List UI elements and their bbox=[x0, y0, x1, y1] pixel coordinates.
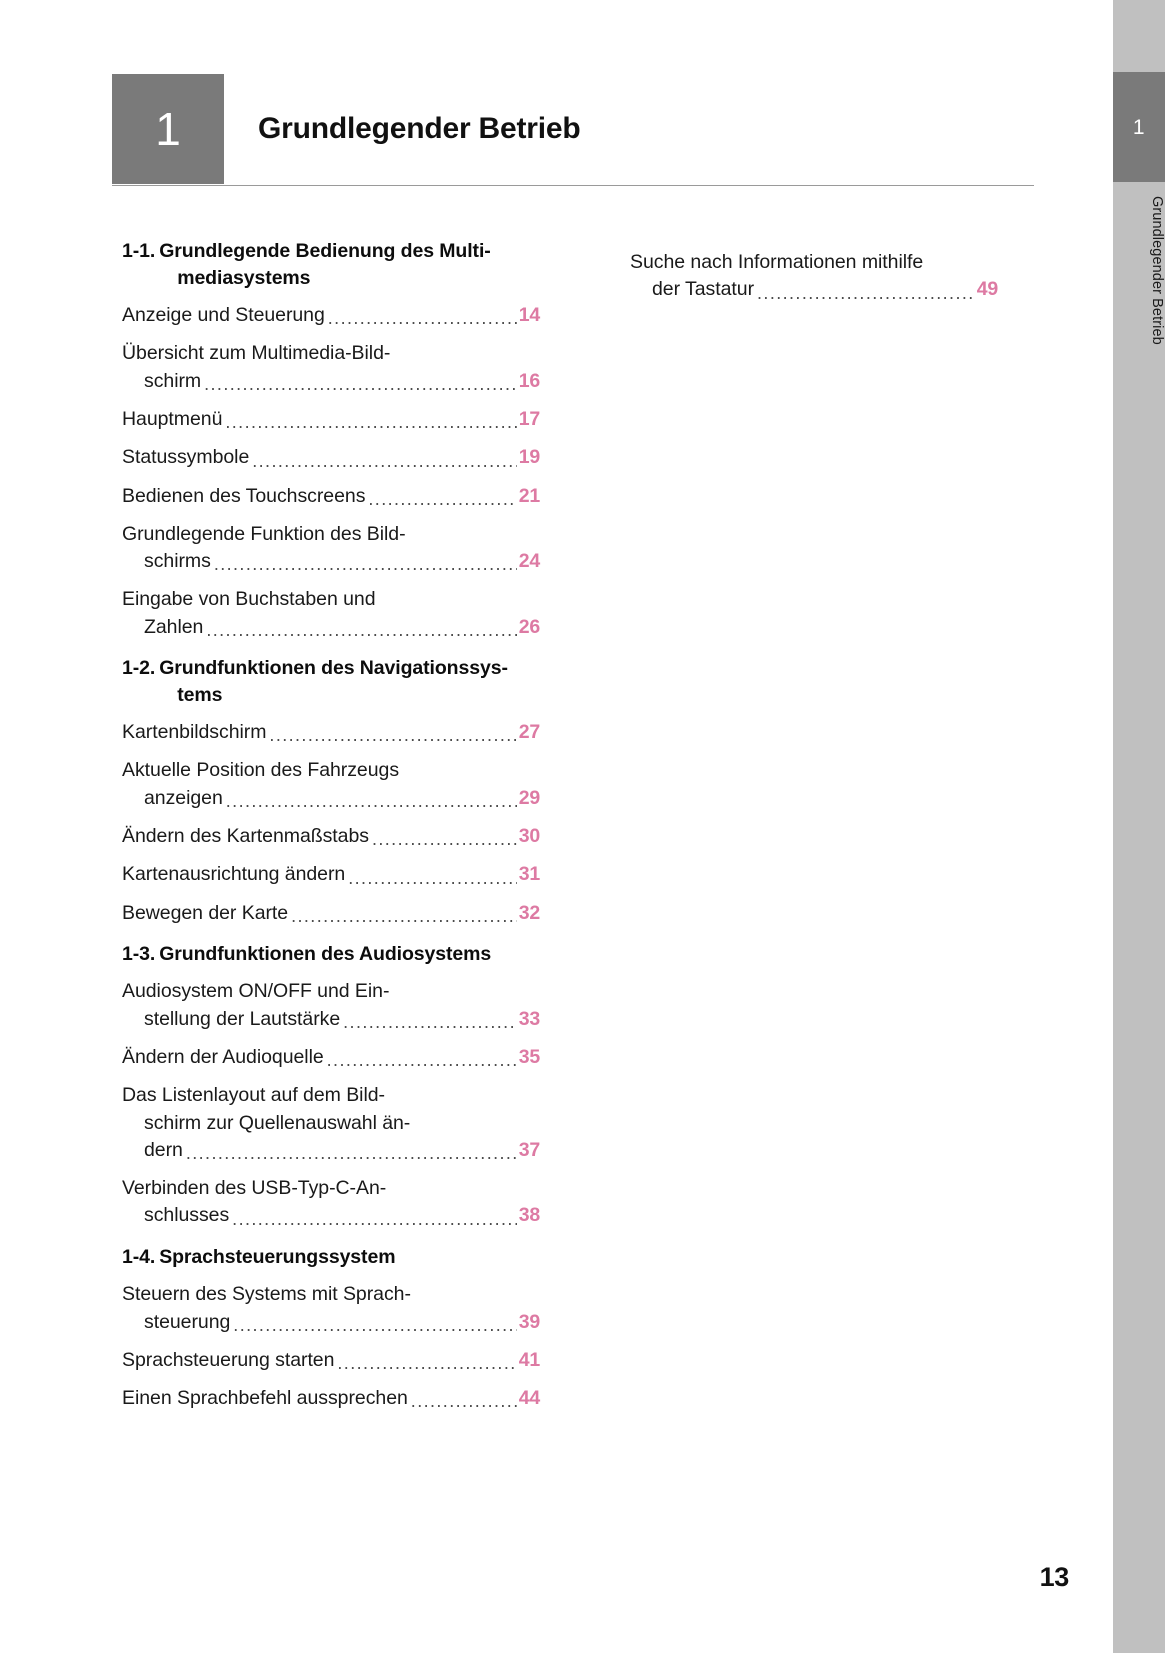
toc-entry[interactable] bbox=[122, 586, 540, 641]
toc-entry-text bbox=[122, 1281, 540, 1336]
toc-entry-page-number[interactable]: 39 bbox=[518, 1310, 540, 1333]
toc-entry[interactable] bbox=[122, 823, 540, 850]
toc-section-title bbox=[159, 655, 540, 708]
toc-entry-last-line bbox=[122, 444, 540, 471]
toc-entry-page-number[interactable]: 19 bbox=[518, 446, 540, 469]
toc-section-title-line: Grundfunktionen des Audiosystems bbox=[159, 942, 492, 965]
toc-section-number: 1-3. bbox=[122, 942, 156, 965]
toc-entry[interactable] bbox=[122, 1175, 540, 1230]
toc-entry-line: Das Listenlayout auf dem Bild- bbox=[122, 1084, 385, 1107]
toc-entry-last-line bbox=[122, 1006, 540, 1033]
toc-entry-text bbox=[122, 302, 540, 329]
toc-entry-line: Steuern des Systems mit Sprach- bbox=[122, 1283, 411, 1306]
toc-entry-last-line bbox=[122, 1385, 540, 1412]
toc-section-title-line: tems bbox=[177, 683, 223, 706]
toc-entry-label: Zahlen bbox=[144, 615, 204, 638]
toc-leader-dots bbox=[368, 490, 516, 508]
toc-entry-label: Bedienen des Touchscreens bbox=[122, 484, 366, 507]
toc-entry[interactable] bbox=[122, 861, 540, 888]
toc-entry-page-number[interactable]: 26 bbox=[518, 615, 540, 638]
toc-entry[interactable] bbox=[122, 1082, 540, 1164]
toc-entry-label: Kartenausrichtung ändern bbox=[122, 863, 346, 886]
toc-section-heading[interactable] bbox=[122, 655, 540, 708]
toc-entry-label: anzeigen bbox=[144, 786, 223, 809]
toc-leader-dots bbox=[348, 869, 517, 887]
toc-entry-last-line bbox=[122, 368, 540, 395]
toc-entry-label: Sprachsteuerung starten bbox=[122, 1348, 335, 1371]
toc-entry-last-line bbox=[122, 900, 540, 927]
toc-section-title-line: Grundfunktionen des Navigationssys- bbox=[159, 657, 508, 679]
toc-entry-text bbox=[630, 249, 998, 304]
toc-entry-label: Ändern der Audioquelle bbox=[122, 1045, 324, 1068]
page-title: Grundlegender Betrieb bbox=[258, 112, 581, 145]
toc-entry[interactable] bbox=[122, 406, 540, 433]
toc-section-title-line: Grundlegende Bedienung des Multi- bbox=[159, 240, 491, 262]
toc-entry[interactable] bbox=[122, 340, 540, 395]
toc-entry-page-number[interactable]: 32 bbox=[518, 901, 540, 924]
thumb-tab-label: Grundlegender Betrieb bbox=[1149, 196, 1165, 345]
toc-entry-label: dern bbox=[144, 1138, 183, 1161]
toc-entry-last-line bbox=[122, 1347, 540, 1374]
toc-section-number: 1-2. bbox=[122, 657, 156, 679]
chapter-number: 1 bbox=[155, 103, 181, 155]
toc-leader-dots bbox=[291, 907, 517, 925]
toc-entry[interactable] bbox=[122, 1347, 540, 1374]
toc-entry-page-number[interactable]: 35 bbox=[518, 1045, 540, 1068]
toc-entry-last-line bbox=[122, 483, 540, 510]
toc-leader-dots bbox=[204, 375, 517, 393]
toc-entry-label: schirm bbox=[144, 369, 202, 392]
toc-entry-page-number[interactable]: 30 bbox=[518, 824, 540, 847]
toc-entry-last-line bbox=[122, 861, 540, 888]
toc-entry-page-number[interactable]: 33 bbox=[518, 1007, 540, 1030]
toc-entry-page-number[interactable]: 16 bbox=[518, 369, 540, 392]
toc-leader-dots bbox=[269, 726, 516, 744]
toc-leader-dots bbox=[226, 792, 517, 810]
toc-entry[interactable] bbox=[122, 444, 540, 471]
toc-entry-line: Audiosystem ON/OFF und Ein- bbox=[122, 980, 390, 1003]
toc-entry-last-line bbox=[122, 406, 540, 433]
toc-entry-label: Statussymbole bbox=[122, 446, 250, 469]
toc-column-left bbox=[122, 238, 540, 1412]
toc-leader-dots bbox=[337, 1354, 516, 1372]
toc-entry-last-line bbox=[122, 823, 540, 850]
toc-leader-dots bbox=[411, 1392, 517, 1410]
toc-entry-text bbox=[122, 1175, 540, 1230]
toc-section-number: 1-1. bbox=[122, 240, 156, 262]
chapter-number-badge bbox=[112, 74, 224, 184]
toc-entry-text bbox=[122, 586, 540, 641]
toc-entry-page-number[interactable]: 14 bbox=[518, 304, 540, 327]
toc-entry-page-number[interactable]: 44 bbox=[518, 1387, 540, 1410]
toc-entry-last-line bbox=[122, 548, 540, 575]
toc-entry-line: Verbinden des USB-Typ-C-An- bbox=[122, 1177, 387, 1200]
toc-entry-line: Grundlegende Funktion des Bild- bbox=[122, 522, 406, 545]
toc-entry-page-number[interactable]: 21 bbox=[518, 484, 540, 507]
toc-entry-label: Hauptmenü bbox=[122, 407, 223, 430]
toc-entry[interactable] bbox=[122, 521, 540, 576]
thumb-tab-number: 1 bbox=[1132, 115, 1146, 139]
toc-leader-dots bbox=[232, 1210, 517, 1228]
toc-entry-label: schlusses bbox=[144, 1204, 230, 1227]
header-divider bbox=[112, 185, 1034, 186]
toc-entry-label: Kartenbildschirm bbox=[122, 721, 267, 744]
toc-entry-page-number[interactable]: 24 bbox=[518, 550, 540, 573]
toc-entry-last-line bbox=[122, 614, 540, 641]
toc-entry-text bbox=[122, 1082, 540, 1164]
toc-entry-page-number[interactable]: 37 bbox=[518, 1138, 540, 1161]
toc-entry-page-number[interactable]: 41 bbox=[518, 1348, 540, 1371]
toc-leader-dots bbox=[757, 284, 975, 302]
toc-entry-text bbox=[122, 340, 540, 395]
toc-section-title-line: mediasystems bbox=[177, 266, 311, 289]
toc-entry-text bbox=[122, 444, 540, 471]
toc-entry-text bbox=[122, 1347, 540, 1374]
toc-entry-page-number[interactable]: 31 bbox=[518, 863, 540, 886]
toc-leader-dots bbox=[328, 309, 517, 327]
toc-entry-page-number[interactable]: 27 bbox=[518, 721, 540, 744]
toc-entry-last-line bbox=[122, 785, 540, 812]
toc-leader-dots bbox=[252, 452, 516, 470]
table-of-contents bbox=[0, 238, 1113, 1478]
toc-entry-text bbox=[122, 1385, 540, 1412]
toc-section-title bbox=[159, 1244, 540, 1271]
toc-leader-dots bbox=[225, 413, 516, 431]
toc-entry-line: Aktuelle Position des Fahrzeugs bbox=[122, 759, 400, 782]
toc-entry-label: Einen Sprachbefehl aussprechen bbox=[122, 1387, 408, 1410]
toc-entry[interactable] bbox=[122, 302, 540, 329]
toc-entry[interactable] bbox=[122, 978, 540, 1033]
toc-leader-dots bbox=[327, 1051, 517, 1069]
toc-entry[interactable] bbox=[122, 1044, 540, 1071]
toc-entry-last-line bbox=[630, 276, 998, 303]
toc-entry-label: Bewegen der Karte bbox=[122, 901, 289, 924]
toc-entry-text bbox=[122, 861, 540, 888]
toc-leader-dots bbox=[372, 830, 517, 848]
toc-section-number: 1-4. bbox=[122, 1245, 156, 1268]
toc-entry-label: stellung der Lautstärke bbox=[144, 1007, 341, 1030]
toc-entry-last-line bbox=[122, 1137, 540, 1164]
toc-entry-line: Übersicht zum Multimedia-Bild- bbox=[122, 342, 391, 365]
chapter-header bbox=[112, 74, 1034, 184]
toc-entry-label: schirms bbox=[144, 550, 211, 573]
toc-leader-dots bbox=[233, 1316, 516, 1334]
toc-entry-label: Ändern des Kartenmaßstabs bbox=[122, 824, 369, 847]
toc-section-title-line: Sprachsteuerungssystem bbox=[159, 1245, 396, 1268]
toc-entry-label: Anzeige und Steuerung bbox=[122, 304, 325, 327]
toc-entry-text bbox=[122, 900, 540, 927]
toc-leader-dots bbox=[214, 555, 517, 573]
toc-entry-label: der Tastatur bbox=[652, 278, 755, 301]
toc-entry[interactable] bbox=[122, 719, 540, 746]
toc-entry-line: schirm zur Quellenauswahl än- bbox=[144, 1111, 411, 1134]
toc-entry-last-line bbox=[122, 1309, 540, 1336]
toc-entry-text bbox=[122, 719, 540, 746]
toc-entry-page-number[interactable]: 29 bbox=[518, 786, 540, 809]
toc-column-right bbox=[630, 238, 998, 304]
toc-entry-page-number[interactable]: 17 bbox=[518, 407, 540, 430]
chapter-thumb-tab bbox=[1113, 0, 1165, 1653]
toc-entry-text bbox=[122, 823, 540, 850]
toc-section-heading[interactable] bbox=[122, 941, 540, 968]
toc-entry-label: steuerung bbox=[144, 1310, 231, 1333]
toc-entry-page-number[interactable]: 49 bbox=[976, 278, 998, 301]
toc-entry[interactable] bbox=[122, 1281, 540, 1336]
toc-entry[interactable] bbox=[122, 757, 540, 812]
toc-leader-dots bbox=[186, 1144, 517, 1162]
toc-entry-text bbox=[122, 1044, 540, 1071]
toc-entry[interactable] bbox=[122, 483, 540, 510]
toc-entry-text bbox=[122, 521, 540, 576]
toc-entry-text bbox=[122, 483, 540, 510]
toc-entry-last-line bbox=[122, 1202, 540, 1229]
toc-entry[interactable] bbox=[122, 900, 540, 927]
toc-section-heading[interactable] bbox=[122, 238, 540, 291]
toc-entry[interactable] bbox=[122, 1385, 540, 1412]
thumb-tab-number-badge bbox=[1113, 72, 1165, 182]
toc-entry-line: Eingabe von Buchstaben und bbox=[122, 588, 376, 611]
toc-entry[interactable] bbox=[630, 249, 998, 304]
toc-entry-text bbox=[122, 757, 540, 812]
toc-leader-dots bbox=[206, 621, 516, 639]
toc-entry-text bbox=[122, 406, 540, 433]
toc-entry-last-line bbox=[122, 1044, 540, 1071]
page-number: 13 bbox=[1039, 1562, 1069, 1592]
toc-entry-last-line bbox=[122, 719, 540, 746]
toc-entry-last-line bbox=[122, 302, 540, 329]
toc-entry-text bbox=[122, 978, 540, 1033]
toc-section-title bbox=[159, 238, 540, 291]
toc-section-title bbox=[159, 941, 540, 968]
toc-entry-page-number[interactable]: 38 bbox=[518, 1204, 540, 1227]
toc-entry-line: Suche nach Informationen mithilfe bbox=[630, 251, 924, 273]
toc-section-heading[interactable] bbox=[122, 1244, 540, 1271]
toc-leader-dots bbox=[343, 1013, 517, 1031]
